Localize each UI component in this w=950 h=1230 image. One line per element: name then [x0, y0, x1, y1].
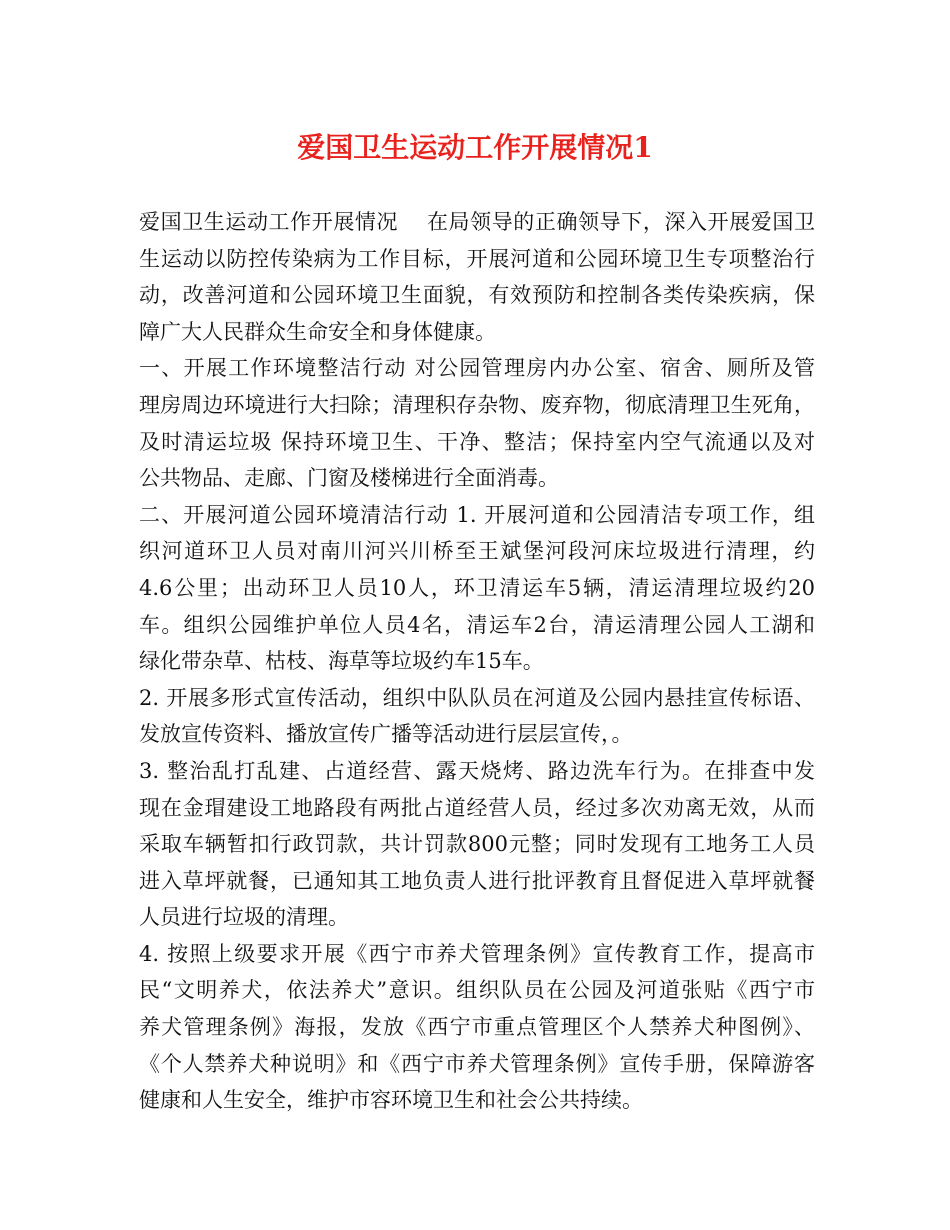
body-line: 4.6公里；出动环卫人员10人，环卫清运车5辆，清运清理垃圾约20 — [139, 575, 815, 600]
body-line: 二、开展河道公园环境清洁行动 1. 开展河道和公园清洁专项工作，组 — [139, 502, 815, 527]
document-body — [139, 204, 815, 1119]
body-line: 一、开展工作环境整洁行动 对公园管理房内办公室、宿舍、厕所及管 — [139, 356, 815, 381]
body-line: 公共物品、走廊、门窗及楼梯进行全面消毒。 — [139, 466, 559, 491]
body-line: 绿化带杂草、枯枝、海草等垃圾约车15车。 — [139, 649, 544, 674]
body-line: 障广大人民群众生命安全和身体健康。 — [139, 319, 496, 344]
body-line: 民“文明养犬，依法养犬”意识。组织队员在公园及河道张贴《西宁市 — [139, 978, 815, 1003]
body-line: 进入草坪就餐，已通知其工地负责人进行批评教育且督促进入草坪就餐 — [139, 868, 815, 893]
body-line: 织河道环卫人员对南川河兴川桥至王斌堡河段河床垃圾进行清理，约 — [139, 539, 815, 564]
body-line: 理房周边环境进行大扫除；清理积存杂物、废弃物，彻底清理卫生死角， — [139, 392, 815, 417]
body-line: 采取车辆暂扣行政罚款，共计罚款800元整；同时发现有工地务工人员 — [139, 832, 815, 857]
body-line: 爱国卫生运动工作开展情况 在局领导的正确领导下，深入开展爱国卫 — [139, 210, 815, 234]
document-title: 爱国卫生运动工作开展情况1 — [297, 131, 653, 164]
body-line: 《个人禁养犬种说明》和《西宁市养犬管理条例》宣传手册，保障游客 — [139, 1051, 815, 1076]
body-line: 及时清运垃圾 保持环境卫生、干净、整洁；保持室内空气流通以及对 — [139, 429, 815, 454]
body-line: 2. 开展多形式宣传活动，组织中队队员在河道及公园内悬挂宣传标语、 — [139, 685, 815, 710]
body-line: 发放宣传资料、播放宣传广播等活动进行层层宣传，。 — [139, 722, 633, 747]
body-line: 4. 按照上级要求开展《西宁市养犬管理条例》宣传教育工作，提高市 — [139, 941, 815, 966]
body-line: 健康和人生安全，维护市容环境卫生和社会公共持续。 — [139, 1088, 643, 1113]
body-line: 车。组织公园维护单位人员4名，清运车2台，清运清理公园人工湖和 — [139, 612, 815, 637]
body-line: 3. 整治乱打乱建、占道经营、露天烧烤、路边洗车行为。在排查中发 — [139, 758, 815, 783]
body-line: 养犬管理条例》海报，发放《西宁市重点管理区个人禁养犬种图例》、 — [139, 1015, 815, 1040]
body-line: 动，改善河道和公园环境卫生面貌，有效预防和控制各类传染疾病，保 — [139, 283, 815, 308]
body-line: 现在金瑁建设工地路段有两批占道经营人员，经过多次劝离无效，从而 — [139, 795, 815, 820]
body-line: 生运动以防控传染病为工作目标，开展河道和公园环境卫生专项整治行 — [139, 246, 815, 271]
body-line: 人员进行垃圾的清理。 — [139, 905, 349, 930]
